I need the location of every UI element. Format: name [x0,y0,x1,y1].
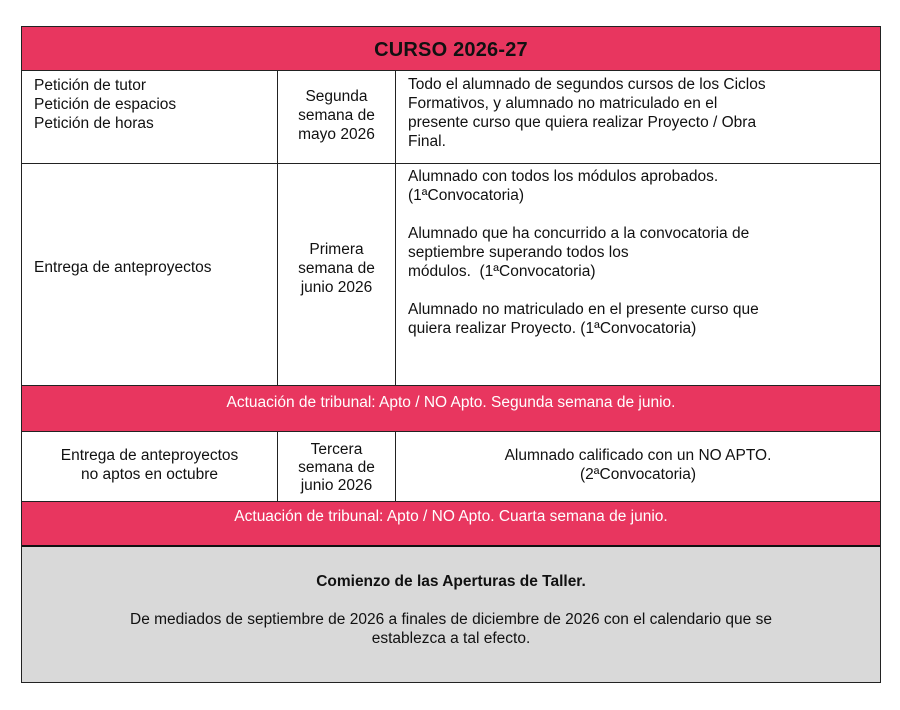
activity-cell [22,164,278,385]
date-cell [278,432,396,501]
description-line: (2ªConvocatoria) [579,465,696,483]
workshop-title: Comienzo de las Aperturas de Taller. [316,573,586,590]
tribunal-band [22,386,880,432]
activity-cell [22,71,278,163]
table-row [22,164,880,386]
tribunal-text: Actuación de tribunal: Apto / NO Apto. Segunda semana de junio. [226,394,676,411]
description-line: (1ªConvocatoria) [408,187,525,204]
activity-line: Petición de espacios [34,96,177,113]
activity-line: no aptos en octubre [80,465,218,483]
description-paragraph [408,224,872,281]
table-row [22,432,880,502]
table-header [22,27,880,71]
date-cell [278,71,396,163]
description-paragraph [408,300,872,338]
description-line: Alumnado con todos los módulos aprobados. [408,168,719,185]
date-line: semana de [298,260,375,277]
date-line: junio 2026 [300,476,373,494]
description-cell [396,164,880,385]
date-line: semana de [298,458,375,476]
activity-line: Petición de tutor [34,77,147,94]
table-row [22,71,880,164]
description-line: Alumnado calificado con un NO APTO. [504,446,772,464]
description-cell [396,432,880,501]
date-cell [278,164,396,385]
activity-line: Entrega de anteproyectos [34,259,212,276]
workshop-body-line: establezca a tal efecto. [371,630,531,647]
description-line: septiembre superando todos los [408,244,629,261]
activity-line: Petición de horas [34,115,154,132]
workshop-body [22,610,880,648]
date-line: semana de [298,106,375,124]
date-line: Primera [309,241,364,258]
description-line: quiera realizar Proyecto. (1ªConvocatoria) [408,320,697,337]
description-line: Todo el alumnado de segundos cursos de los Ciclos [408,76,766,93]
date-line: Segunda [305,87,368,105]
date-line: Tercera [310,440,363,458]
description-paragraph [408,167,872,205]
workshop-section [22,547,880,682]
activity-cell [22,432,278,501]
description-line: presente curso que quiera realizar Proyecto / Obra [408,114,757,131]
course-title: CURSO 2026-27 [374,39,528,61]
description-line: Alumnado no matriculado en el presente curso que [408,301,759,318]
description-line: Alumnado que ha concurrido a la convocatoria de [408,225,750,242]
description-line: Formativos, y alumnado no matriculado en el [408,95,718,112]
date-line: junio 2026 [300,279,373,296]
schedule-table [21,26,881,683]
tribunal-text: Actuación de tribunal: Apto / NO Apto. Cuarta semana de junio. [234,508,668,525]
workshop-body-line: De mediados de septiembre de 2026 a finales de diciembre de 2026 con el calendario que se [130,611,772,628]
description-line: módulos. (1ªConvocatoria) [408,263,596,280]
tribunal-band [22,502,880,547]
activity-line: Entrega de anteproyectos [60,446,239,464]
description-cell [396,71,880,163]
description-line: Final. [408,133,446,150]
date-line: mayo 2026 [298,125,375,143]
